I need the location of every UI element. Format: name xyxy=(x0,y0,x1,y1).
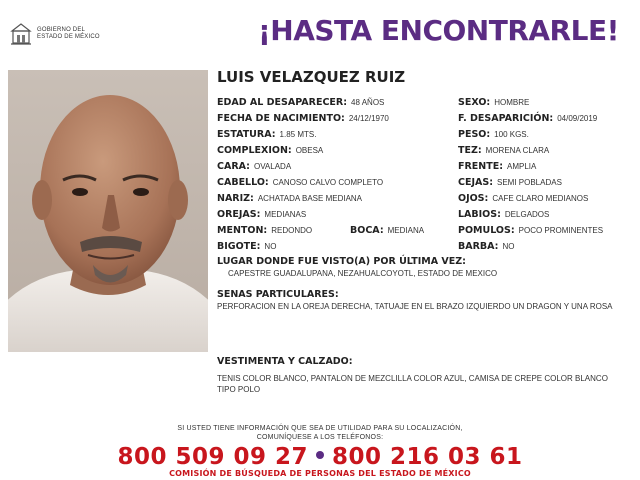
field-value: NO xyxy=(502,242,515,251)
person-portrait-image xyxy=(8,70,208,352)
field-estatura xyxy=(217,128,316,141)
field-label: FECHA DE NACIMIENTO: xyxy=(217,113,345,124)
field-value: 24/12/1970 xyxy=(348,114,389,123)
field-nariz xyxy=(217,192,362,205)
field-value: SEMI POBLADAS xyxy=(497,178,562,187)
particular-signs-text: PERFORACION EN LA OREJA DERECHA, TATUAJE EN EL BRAZO IZQUIERDO UN DRAGON Y UNA ROSA xyxy=(217,302,613,311)
field-label: BOCA: xyxy=(350,225,384,236)
headline: ¡HASTA ENCONTRARLE! xyxy=(258,14,619,47)
field-value: POCO PROMINENTES xyxy=(518,226,604,235)
field-fecha-nacimiento xyxy=(217,112,389,125)
field-orejas xyxy=(217,208,306,221)
field-value: 04/09/2019 xyxy=(557,114,598,123)
field-edad xyxy=(217,96,384,109)
field-menton xyxy=(217,224,312,237)
field-sexo xyxy=(458,96,529,109)
field-label: TEZ: xyxy=(458,145,482,156)
field-label: POMULOS: xyxy=(458,225,515,236)
logo-text xyxy=(37,27,100,41)
field-label: NARIZ: xyxy=(217,193,254,204)
field-value: DELGADOS xyxy=(504,210,550,219)
particular-signs-title: SENAS PARTICULARES: xyxy=(217,289,339,300)
field-label: OJOS: xyxy=(458,193,489,204)
missing-person-photo xyxy=(8,70,208,352)
field-labios xyxy=(458,208,549,221)
field-pomulos xyxy=(458,224,603,237)
clothing-text: TENIS COLOR BLANCO, PANTALON DE MEZCLILLA COLOR AZUL, CAMISA DE CREPE COLOR BLANCO TIPO POLO xyxy=(217,374,608,394)
field-boca xyxy=(350,224,424,237)
field-value: MEDIANA xyxy=(387,226,425,235)
government-logo xyxy=(10,22,130,48)
phone-number-1[interactable]: 800 509 09 27 xyxy=(117,444,308,470)
field-label: F. DESAPARICIÓN: xyxy=(458,113,554,124)
field-value: 48 AÑOS xyxy=(351,98,385,107)
phone-numbers xyxy=(0,444,640,470)
logo-line-1: GOBIERNO DEL xyxy=(37,27,86,33)
field-label: COMPLEXION: xyxy=(217,145,292,156)
organization-name: COMISIÓN DE BÚSQUEDA DE PERSONAS DEL ESTADO DE MÉXICO xyxy=(169,469,471,478)
field-complexion xyxy=(217,144,323,157)
field-peso xyxy=(458,128,529,141)
field-label: OREJAS: xyxy=(217,209,261,220)
field-label: MENTON: xyxy=(217,225,268,236)
contact-note-line-2: COMUNÍQUESE A LOS TELÉFONOS: xyxy=(256,434,384,441)
field-value: MORENA CLARA xyxy=(485,146,550,155)
field-value: MEDIANAS xyxy=(264,210,307,219)
field-value: REDONDO xyxy=(271,226,313,235)
field-value: 100 KGS. xyxy=(494,130,529,139)
field-value: OVALADA xyxy=(253,162,292,171)
field-cejas xyxy=(458,176,562,189)
field-bigote xyxy=(217,240,276,253)
field-label: EDAD AL DESAPARECER: xyxy=(217,97,348,108)
contact-note-line-1: SI USTED TIENE INFORMACIÓN QUE SEA DE UTILIDAD PARA SU LOCALIZACIÓN, xyxy=(177,425,463,432)
field-cara xyxy=(217,160,291,173)
field-value: OBESA xyxy=(295,146,324,155)
field-value: NO xyxy=(264,242,277,251)
last-seen-title: LUGAR DONDE FUE VISTO(A) POR ÚLTIMA VEZ: xyxy=(217,256,466,267)
field-label: CARA: xyxy=(217,161,250,172)
field-value: CAFE CLARO MEDIANOS xyxy=(492,194,589,203)
field-label: BIGOTE: xyxy=(217,241,261,252)
field-barba xyxy=(458,240,514,253)
field-value: AMPLIA xyxy=(507,162,537,171)
field-cabello xyxy=(217,176,383,189)
field-label: CEJAS: xyxy=(458,177,493,188)
clothing-title: VESTIMENTA Y CALZADO: xyxy=(217,356,353,367)
field-label: LABIOS: xyxy=(458,209,501,220)
field-label: SEXO: xyxy=(458,97,491,108)
separator-dot-icon xyxy=(316,451,324,459)
last-seen-text: CAPESTRE GUADALUPANA, NEZAHUALCOYOTL, ESTADO DE MEXICO xyxy=(228,269,498,278)
field-frente xyxy=(458,160,536,173)
field-value: HOMBRE xyxy=(494,98,530,107)
logo-line-2: ESTADO DE MÉXICO xyxy=(37,34,100,40)
field-fecha-desaparicion xyxy=(458,112,597,125)
field-label: PESO: xyxy=(458,129,491,140)
field-ojos xyxy=(458,192,588,205)
estado-de-mexico-emblem-icon xyxy=(10,22,32,46)
field-value: 1.85 MTS. xyxy=(279,130,317,139)
person-name: LUIS VELAZQUEZ RUIZ xyxy=(217,68,406,86)
field-value: ACHATADA BASE MEDIANA xyxy=(257,194,363,203)
phone-number-2[interactable]: 800 216 03 61 xyxy=(332,444,523,470)
field-label: ESTATURA: xyxy=(217,129,276,140)
field-label: FRENTE: xyxy=(458,161,504,172)
field-tez xyxy=(458,144,549,157)
field-value: CANOSO CALVO COMPLETO xyxy=(272,178,384,187)
field-label: BARBA: xyxy=(458,241,499,252)
field-label: CABELLO: xyxy=(217,177,269,188)
